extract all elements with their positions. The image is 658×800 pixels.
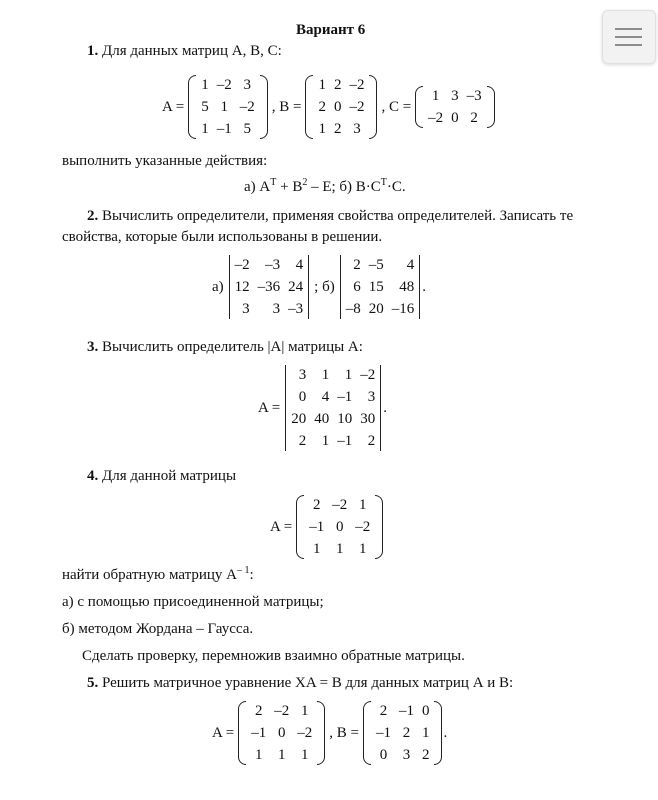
matrix-B xyxy=(305,74,377,140)
matrix-row xyxy=(342,254,419,276)
task1-heading xyxy=(87,42,282,60)
matrix-cell: 48 xyxy=(399,279,415,295)
task2-b-label: ; б) xyxy=(314,278,335,295)
task4-option-a: а) с помощью присоединенной матрицы; xyxy=(62,594,324,610)
task2-number: 2. xyxy=(87,208,99,224)
matrix-A4 xyxy=(296,494,383,560)
matrix-cell: 2 xyxy=(254,703,263,719)
expr-part-2: + B xyxy=(276,179,303,195)
matrix-cell: 2 xyxy=(379,703,388,719)
determinant-a-table xyxy=(231,254,308,320)
task1-B-label: , B = xyxy=(271,98,302,115)
matrix-cell: 3 xyxy=(298,367,307,383)
matrix-cell: 1 xyxy=(312,541,321,557)
task4-matrix xyxy=(270,494,384,560)
task1-after-text: выполнить указанные действия: xyxy=(62,153,268,169)
matrix-cell: –5 xyxy=(368,257,384,273)
matrix-cell: –2 xyxy=(274,703,290,719)
find-part-1: найти обратную матрицу A xyxy=(62,567,238,583)
matrix-cell: 2 xyxy=(312,497,321,513)
matrix-cell: –3 xyxy=(466,88,482,104)
matrix-cell: 2 xyxy=(298,433,307,449)
matrix-row xyxy=(287,430,379,452)
matrix-cell: 1 xyxy=(300,703,309,719)
matrix-row xyxy=(342,276,419,298)
matrix-cell: 2 xyxy=(421,747,430,763)
matrix-cell: –8 xyxy=(345,301,361,317)
matrix-cell: –2 xyxy=(349,77,365,93)
matrix-A xyxy=(188,74,268,140)
matrix-cell: –2 xyxy=(297,725,313,741)
matrix-cell: 20 xyxy=(368,301,384,317)
task1-C-label: , C = xyxy=(381,98,412,115)
determinant-A xyxy=(284,364,382,452)
matrix-cell: –1 xyxy=(375,725,391,741)
task4-number: 4. xyxy=(87,468,99,484)
determinant-A-table xyxy=(287,364,379,452)
task2-determinants xyxy=(212,254,426,320)
matrix-cell: 3 xyxy=(243,77,251,93)
task5-text: Решить матричное уравнение XA = B для данных матриц А и В: xyxy=(102,675,514,691)
matrix-cell: 2 xyxy=(333,77,342,93)
matrix-row xyxy=(342,298,419,320)
matrix-row xyxy=(287,364,379,386)
task2-a-label: а) xyxy=(212,278,224,295)
matrix-cell: 20 xyxy=(291,411,307,427)
matrix-cell: 3 xyxy=(272,301,281,317)
matrix-cell: –16 xyxy=(391,301,415,317)
matrix-A5 xyxy=(238,700,325,766)
matrix-row xyxy=(247,744,316,766)
matrix-cell: 1 xyxy=(201,121,209,137)
task1-text: Для данных матриц А, В, С: xyxy=(102,43,282,59)
task1-A-label: A = xyxy=(162,98,185,115)
hamburger-menu-icon[interactable] xyxy=(602,10,656,64)
matrix-row xyxy=(247,722,316,744)
matrix-cell: 3 xyxy=(402,747,411,763)
matrix-cell: 2 xyxy=(318,99,326,115)
task2-end: . xyxy=(422,278,426,295)
matrix-cell: 0 xyxy=(421,703,430,719)
matrix-cell: 3 xyxy=(451,88,459,104)
matrix-cell: 1 xyxy=(277,747,286,763)
task2-heading xyxy=(87,207,573,225)
task3-end: . xyxy=(383,399,387,416)
matrix-cell: 2 xyxy=(402,725,411,741)
matrix-cell: 1 xyxy=(335,541,344,557)
matrix-cell: 1 xyxy=(421,725,430,741)
expr-part-1: а) A xyxy=(244,179,271,195)
matrix-cell: 1 xyxy=(201,77,209,93)
matrix-cell: –1 xyxy=(398,703,414,719)
matrix-cell: 12 xyxy=(234,279,250,295)
matrix-cell: 15 xyxy=(368,279,384,295)
matrix-row xyxy=(305,494,374,516)
expr-part-3: – E; б) B·C xyxy=(307,179,381,195)
matrix-row xyxy=(287,386,379,408)
matrix-cell: 3 xyxy=(242,301,250,317)
matrix-row xyxy=(314,118,368,140)
matrix-row xyxy=(287,408,379,430)
expr-sup-3: T xyxy=(380,177,387,188)
matrix-row xyxy=(197,96,259,118)
matrix-cell: –36 xyxy=(257,279,281,295)
matrix-row xyxy=(372,700,434,722)
matrix-cell: 2 xyxy=(333,121,342,137)
task4-heading xyxy=(87,467,236,485)
task2-text-line1: Вычислить определители, применяя свойства определителей. Записать те xyxy=(102,208,574,224)
matrix-cell: –1 xyxy=(309,519,325,535)
expr-sup-2: 2 xyxy=(302,177,308,188)
matrix-cell: 0 xyxy=(335,519,344,535)
matrix-row xyxy=(305,538,374,560)
matrix-B5-table xyxy=(372,700,434,766)
matrix-cell: –1 xyxy=(251,725,267,741)
matrix-row xyxy=(372,744,434,766)
task5-heading xyxy=(87,674,513,692)
task3-number: 3. xyxy=(87,339,99,355)
matrix-cell: –2 xyxy=(216,77,232,93)
find-sup: – 1 xyxy=(237,565,250,576)
matrix-cell: 1 xyxy=(358,497,367,513)
matrix-cell: –2 xyxy=(428,110,444,126)
task3-heading xyxy=(87,338,363,356)
matrix-cell: –3 xyxy=(288,301,304,317)
matrix-row xyxy=(197,74,259,96)
matrix-row xyxy=(314,74,368,96)
task4-find-text xyxy=(62,566,254,584)
matrix-cell: 1 xyxy=(344,367,353,383)
matrix-cell: 4 xyxy=(406,257,415,273)
matrix-row xyxy=(197,118,259,140)
expr-part-4: ·C. xyxy=(386,179,406,195)
task1-number: 1. xyxy=(87,43,99,59)
matrix-cell: –2 xyxy=(360,367,376,383)
matrix-cell: –2 xyxy=(349,99,365,115)
matrix-cell: 1 xyxy=(318,77,326,93)
task4-check: Сделать проверку, перемножив взаимно обратные матрицы. xyxy=(82,648,465,664)
matrix-cell: 5 xyxy=(243,121,251,137)
task3-A-label: A = xyxy=(258,399,281,416)
matrix-cell: –1 xyxy=(216,121,232,137)
determinant-b-table xyxy=(342,254,419,320)
matrix-cell: 2 xyxy=(353,257,361,273)
matrix-cell: 0 xyxy=(298,389,307,405)
matrix-row xyxy=(231,298,308,320)
matrix-row xyxy=(424,85,486,107)
matrix-cell: –2 xyxy=(234,257,250,273)
matrix-cell: 30 xyxy=(360,411,376,427)
determinant-a xyxy=(228,254,311,320)
task5-A-label: A = xyxy=(212,724,235,741)
task2-text-line2: свойства, которые были использованы в решении. xyxy=(62,229,383,245)
matrix-row xyxy=(372,722,434,744)
task5-number: 5. xyxy=(87,675,99,691)
matrix-cell: 1 xyxy=(300,747,309,763)
matrix-cell: 24 xyxy=(288,279,304,295)
matrix-row xyxy=(231,254,308,276)
expr-sup-1: T xyxy=(270,177,277,188)
matrix-A-table xyxy=(197,74,259,140)
matrix-cell: 1 xyxy=(358,541,367,557)
task5-matrices xyxy=(212,700,447,766)
matrix-cell: 0 xyxy=(379,747,388,763)
matrix-cell: 6 xyxy=(353,279,361,295)
matrix-row xyxy=(247,700,316,722)
task1-matrices xyxy=(162,74,496,140)
matrix-cell: 1 xyxy=(321,367,330,383)
matrix-cell: –1 xyxy=(337,433,353,449)
task5-B-label: , B = xyxy=(329,724,359,741)
matrix-cell: –2 xyxy=(355,519,371,535)
matrix-cell: 1 xyxy=(220,99,228,115)
determinant-b xyxy=(339,254,422,320)
matrix-cell: 0 xyxy=(333,99,342,115)
matrix-cell: –2 xyxy=(239,99,255,115)
matrix-cell: 3 xyxy=(367,389,376,405)
matrix-row xyxy=(231,276,308,298)
matrix-cell: –3 xyxy=(265,257,281,273)
matrix-cell: 4 xyxy=(321,389,330,405)
matrix-B-table xyxy=(314,74,368,140)
matrix-cell: 5 xyxy=(201,99,209,115)
matrix-A5-table xyxy=(247,700,316,766)
matrix-B5 xyxy=(363,700,443,766)
matrix-cell: 3 xyxy=(353,121,361,137)
matrix-cell: 10 xyxy=(337,411,353,427)
matrix-cell: 0 xyxy=(451,110,459,126)
matrix-row xyxy=(314,96,368,118)
matrix-cell: –1 xyxy=(337,389,353,405)
find-part-2: : xyxy=(249,567,254,583)
matrix-row xyxy=(424,107,486,129)
task3-determinant xyxy=(258,364,387,452)
matrix-cell: –2 xyxy=(332,497,348,513)
matrix-C xyxy=(415,85,495,129)
matrix-row xyxy=(305,516,374,538)
matrix-cell: 1 xyxy=(431,88,440,104)
task4-A-label: A = xyxy=(270,518,293,535)
matrix-cell: 1 xyxy=(254,747,263,763)
page-title: Вариант 6 xyxy=(296,22,366,38)
task4-option-b: б) методом Жордана – Гаусса. xyxy=(62,621,254,637)
matrix-cell: 1 xyxy=(318,121,326,137)
matrix-cell: 1 xyxy=(321,433,330,449)
matrix-C-table xyxy=(424,85,486,129)
matrix-A4-table xyxy=(305,494,374,560)
task1-expression xyxy=(244,178,406,196)
matrix-cell: 2 xyxy=(367,433,376,449)
task4-text: Для данной матрицы xyxy=(102,468,237,484)
matrix-cell: 2 xyxy=(470,110,478,126)
matrix-cell: 40 xyxy=(314,411,330,427)
task3-text: Вычислить определитель |A| матрицы А: xyxy=(102,339,363,355)
task5-end: . xyxy=(443,724,448,741)
matrix-cell: 0 xyxy=(277,725,286,741)
matrix-cell: 4 xyxy=(295,257,304,273)
